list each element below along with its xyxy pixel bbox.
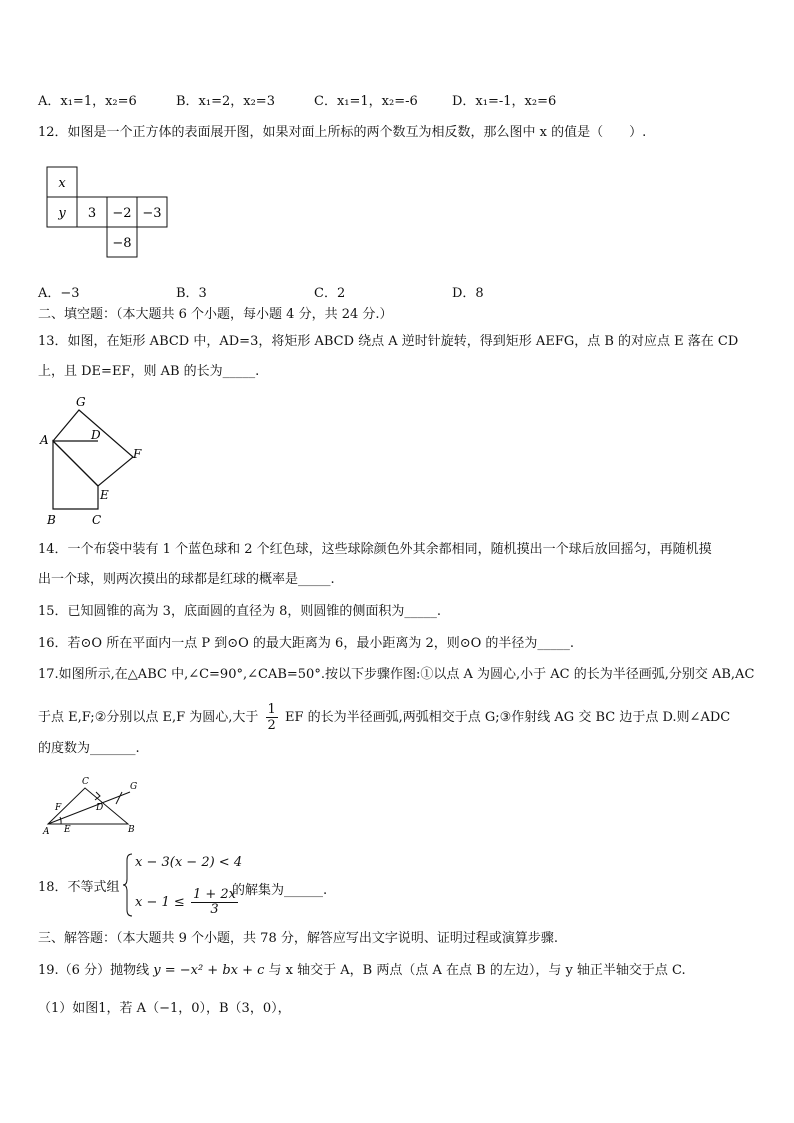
q18-inequality-2-left: x − 1 ≤ bbox=[135, 895, 185, 910]
q12-option-d: D．8 bbox=[452, 286, 484, 301]
q15-question: 15．已知圆锥的高为 3，底面圆的直径为 8，则圆锥的侧面积为_____. bbox=[38, 604, 441, 619]
net-label-neg8: −8 bbox=[112, 236, 132, 251]
q18-brace-icon bbox=[123, 852, 133, 918]
section-2-heading: 二、填空题：（本大题共 6 个小题，每小题 4 分，共 24 分.） bbox=[38, 307, 393, 322]
q18-inequality-1: x − 3(x − 2) < 4 bbox=[135, 855, 243, 870]
q19-part-b: 与 x 轴交于 A，B 两点（点 A 在点 B 的左边），与 y 轴正半轴交于点 C. bbox=[268, 963, 686, 978]
q14-line-2: 出一个球，则两次摸出的球都是红球的概率是_____. bbox=[38, 572, 335, 587]
q17-label-G: G bbox=[130, 782, 138, 792]
cube-net-figure bbox=[46, 166, 176, 260]
q18-suffix: 的解集为______. bbox=[232, 883, 328, 898]
q17-label-E: E bbox=[64, 825, 71, 835]
q17-fraction-denominator: 2 bbox=[267, 718, 276, 733]
q18-prefix: 18．不等式组 bbox=[38, 880, 120, 895]
q18-inequality-system bbox=[123, 852, 243, 918]
q18-inequality-2 bbox=[135, 888, 238, 917]
q12-option-c: C．2 bbox=[314, 286, 346, 301]
q12-option-b: B．3 bbox=[176, 286, 207, 301]
q17-label-B: B bbox=[128, 825, 135, 835]
q13-label-B: B bbox=[47, 513, 56, 527]
net-label-x: x bbox=[58, 176, 66, 191]
q19-question bbox=[38, 962, 686, 980]
q13-label-C: C bbox=[92, 513, 102, 527]
q11-option-c: C．x₁=1，x₂=-6 bbox=[314, 94, 418, 109]
q17-label-D: D bbox=[96, 803, 104, 813]
q14-line-1: 14．一个布袋中装有 1 个蓝色球和 2 个红色球，这些球除颜色外其余都相同，随机摸出一个球后放回摇匀，再随机摸 bbox=[38, 542, 712, 557]
q13-line-1: 13．如图，在矩形 ABCD 中，AD=3，将矩形 ABCD 绕点 A 逆时针旋转，得到矩形 AEFG，点 B 的对应点 E 落在 CD bbox=[38, 334, 739, 349]
angle-bisector-figure bbox=[40, 772, 150, 838]
q17-line-2-part-a: 于点 E,F;②分别以点 E,F 为圆心,大于 bbox=[38, 710, 259, 725]
q17-fraction-numerator: 1 bbox=[267, 702, 276, 717]
rectangle-rotation-figure bbox=[36, 392, 156, 532]
q11-option-b: B．x₁=2，x₂=3 bbox=[176, 94, 275, 109]
q13-label-E: E bbox=[100, 488, 109, 502]
q17-line-2-part-b: EF 的长为半径画弧,两弧相交于点 G;③作射线 AG 交 BC 边于点 D.则∠ADC bbox=[284, 710, 731, 725]
q13-label-G: G bbox=[76, 395, 86, 409]
q19-part-a: 19.（6 分）抛物线 bbox=[38, 963, 150, 978]
section-3-heading: 三、解答题：（本大题共 9 个小题，共 78 分，解答应写出文字说明、证明过程或演算步骤. bbox=[38, 931, 558, 946]
q18-fraction-numerator: 1 + 2x bbox=[192, 887, 236, 902]
q13-label-A: A bbox=[40, 433, 49, 447]
q19-formula: y = −x² + bx + c bbox=[153, 963, 265, 978]
q13-label-F: F bbox=[133, 447, 142, 461]
q17-label-A: A bbox=[43, 827, 50, 837]
q11-option-d: D．x₁=-1，x₂=6 bbox=[452, 94, 557, 109]
q17-label-F: F bbox=[55, 803, 62, 813]
q12-option-a: A．−3 bbox=[38, 286, 80, 301]
net-label-neg3: −3 bbox=[142, 206, 162, 221]
q17-line-3: 的度数为_______. bbox=[38, 741, 140, 756]
net-label-neg2: −2 bbox=[112, 206, 132, 221]
net-label-3: 3 bbox=[87, 206, 97, 221]
q11-option-a: A．x₁=1，x₂=6 bbox=[38, 94, 137, 109]
q17-fraction bbox=[266, 702, 278, 733]
q18-fraction-denominator: 3 bbox=[210, 902, 219, 917]
q17-label-C: C bbox=[82, 777, 89, 787]
q12-question: 12．如图是一个正方体的表面展开图，如果对面上所标的两个数互为相反数，那么图中 x 的值是（ ）. bbox=[38, 125, 647, 140]
net-label-y: y bbox=[58, 206, 66, 221]
q18-fraction bbox=[191, 888, 238, 917]
q19-subquestion-1: （1）如图1，若 A（−1，0），B（3，0）， bbox=[38, 1001, 291, 1016]
q13-line-2: 上，且 DE=EF，则 AB 的长为_____. bbox=[38, 364, 260, 379]
q16-question: 16．若⊙O 所在平面内一点 P 到⊙O 的最大距离为 6，最小距离为 2，则⊙O 的半径为_____. bbox=[38, 636, 575, 651]
q17-line-1: 17.如图所示,在△ABC 中,∠C=90°,∠CAB=50°.按以下步骤作图:①以点 A 为圆心,小于 AC 的长为半径画弧,分别交 AB,AC bbox=[38, 667, 755, 682]
q13-label-D: D bbox=[91, 428, 101, 442]
q17-line-2 bbox=[38, 702, 730, 733]
